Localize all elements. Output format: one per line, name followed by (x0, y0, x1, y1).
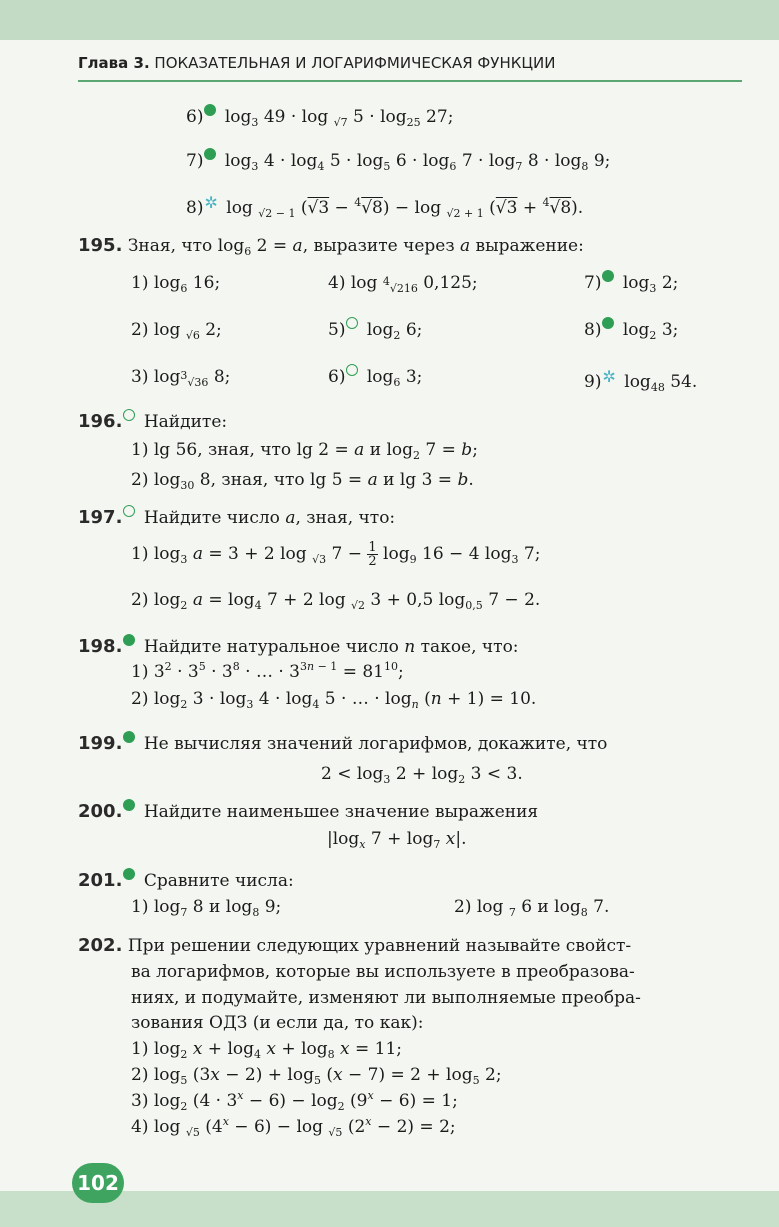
difficulty-star-icon: ✲ (602, 367, 616, 386)
problem-statement: Сравните числа: (143, 871, 294, 891)
problem-statement: Не вычисляя значений логарифмов, докажите, что (143, 734, 608, 754)
problem-197: 197. Найдите число a, зная, что: (78, 507, 396, 528)
item-198-1: 1) $3^2 \cdot 3^5 \cdot 3^8$ · … · $3^{3n - 1} = 81^{10}$; (131, 660, 404, 682)
item-202-1: 1) $\log_2 x + \log_4 x + \log_8 x = 11$; (131, 1039, 403, 1061)
difficulty-filled-icon (204, 148, 216, 160)
difficulty-filled-icon (602, 270, 614, 282)
problem-number: 201. (78, 870, 123, 891)
chapter-header (78, 54, 738, 72)
item-202-3: 3) $\log_2 (4 \cdot 3^x - 6) - \log_2 (9^x - 6) = 1$; (131, 1089, 458, 1113)
problem-number: 200. (78, 801, 123, 822)
problem-number: 202. (78, 935, 123, 956)
statement-line: ва логарифмов, которые вы используете в преобразова- (131, 962, 635, 982)
formula-199: $2 < \log_3 2 + \log_2 3 < 3$. (321, 764, 523, 786)
item-196-1: 1) lg 56, зная, что lg 2 = a и $\log_2 7 = b$; (131, 440, 478, 462)
item-195-8: 8) $\log_2 3$; (584, 317, 678, 343)
problem-number: 198. (78, 636, 123, 657)
difficulty-filled-icon (204, 104, 216, 116)
item-202-2: 2) $\log_5 (3x - 2) + \log_5 (x - 7) = 2 + \log_5 2$; (131, 1065, 502, 1087)
problem-196 (78, 409, 227, 435)
item-194-6: 6) $\log_3 49 \cdot \log _{√7}$ $5 \cdot \log_{25} 27$; (186, 104, 453, 130)
difficulty-filled-icon (123, 731, 135, 743)
header-rule (78, 80, 742, 82)
item-195-6: 6) $\log_6 3$; (328, 364, 422, 390)
item-195-9: 9)✲ $\log_{48} 54$. (584, 364, 697, 395)
difficulty-filled-icon (602, 317, 614, 329)
problem-statement: Найдите: (143, 412, 228, 432)
problem-number: 195. (78, 235, 123, 256)
problem-number: 199. (78, 733, 123, 754)
item-197-2: 2) $\log_2 a = \log_4 7 + 2$ log $_{√2}$ 3 + 0,5 $\log_{0,5} 7 - 2$. (131, 590, 541, 612)
item-198-2: 2) $\log_2 3 \cdot \log_3 4 \cdot \log_4 5$ · … · $\log_n (n + 1) = 10$. (131, 689, 537, 711)
problem-201 (78, 868, 294, 894)
difficulty-filled-icon (123, 868, 135, 880)
item-196-2: 2) $\log_{30} 8$, зная, что lg 5 = a и lg 3 = b. (131, 470, 474, 492)
page-number: 102 (72, 1163, 124, 1203)
item-195-1: 1) $\log_6 16$; (131, 273, 221, 295)
statement-line: ниях, и подумайте, изменяют ли выполняемые преобра- (131, 988, 641, 1008)
formula-200: $|\log_x$ $7 + \log_7 x|$. (327, 829, 467, 851)
statement-line: зования ОДЗ (и если да, то как): (131, 1013, 424, 1033)
problem-number: 196. (78, 411, 123, 432)
problem-200 (78, 799, 538, 825)
item-195-4: 4) log $_{^4√216}$ 0,125; (328, 273, 478, 295)
item-201-1: 1) $\log_7 8$ и $\log_8 9$; (131, 897, 282, 919)
item-195-2: 2) log $_{√6}$ 2; (131, 320, 222, 342)
difficulty-ring-icon (346, 317, 358, 329)
statement-line: При решении следующих уравнений называйте свойст- (127, 936, 632, 956)
problem-195: 195. Зная, что $\log_6 2 = a$, выразите через a выражение: (78, 235, 584, 258)
problem-statement: Найдите наименьшее значение выражения (143, 802, 539, 822)
chapter-title: ПОКАЗАТЕЛЬНАЯ И ЛОГАРИФМИЧЕСКАЯ ФУНКЦИИ (154, 54, 556, 72)
problem-number: 197. (78, 507, 123, 528)
chapter-number: Глава 3. (78, 54, 150, 72)
difficulty-filled-icon (123, 799, 135, 811)
item-201-2: 2) log $_7$ 6 и $\log_8 7$. (454, 897, 610, 919)
item-197-1: 1) $\log_3 a = 3 + 2$ log $_{√3}$ 7 − $\frac{1}{2}$ $\log_9 16 - 4$ $\log_3 7$; (131, 540, 541, 569)
item-195-5: 5) $\log_2 6$; (328, 317, 422, 343)
top-band (0, 0, 779, 40)
item-195-3: 3) $\log_{^3√36} 8$; (131, 367, 231, 389)
item-195-7: 7) $\log_3 2$; (584, 270, 678, 296)
difficulty-star-icon: ✲ (204, 193, 218, 212)
item-202-4: 4) log $_{√5}$ $(4^x - 6) - \log _{√5}$ $(2^x - 2) = 2$; (131, 1115, 456, 1139)
difficulty-ring-icon (346, 364, 358, 376)
difficulty-filled-icon (123, 634, 135, 646)
problem-198: 198. Найдите натуральное число n такое, что: (78, 636, 519, 657)
problem-202 (78, 933, 631, 959)
item-194-8: 8)✲ log $_{√2 - 1}$ (√3 − $^4$√8) − log $_{√2 + 1}$ (√3 + $^4$√8). (186, 190, 583, 221)
item-194-7: 7) $\log_3 4 \cdot \log_4 5 \cdot \log_5 6 \cdot \log_6 7 \cdot \log_7 8 \cdot \log_8 9$; (186, 148, 610, 174)
difficulty-ring-icon (123, 409, 135, 421)
problem-199 (78, 731, 607, 757)
difficulty-ring-icon (123, 505, 135, 517)
